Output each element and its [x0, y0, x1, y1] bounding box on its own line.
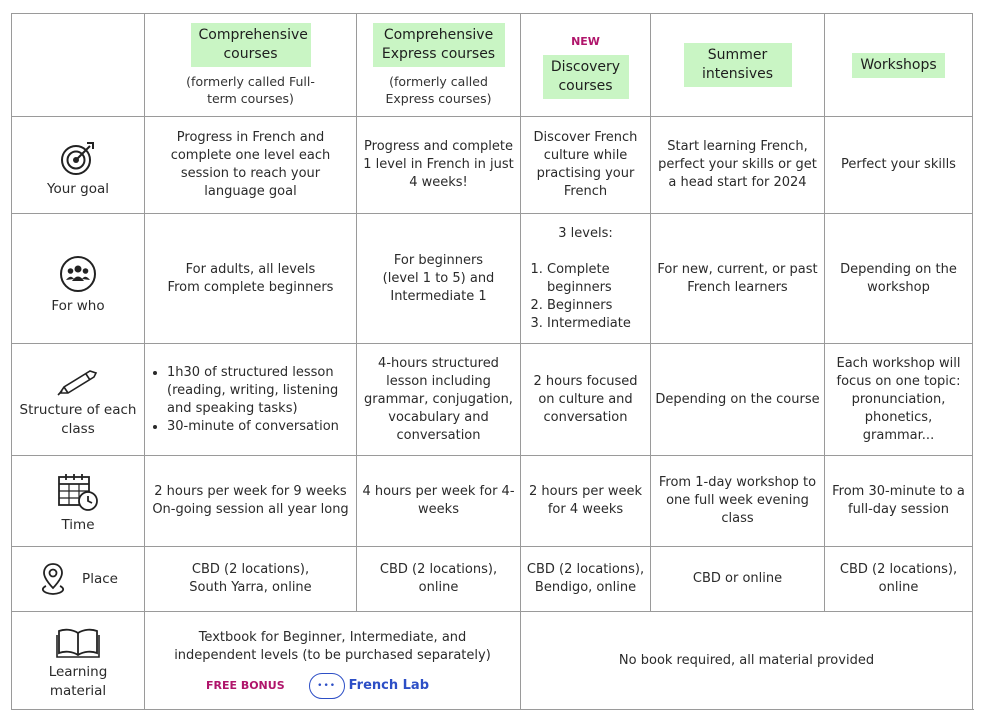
list-item: 2. Beginners: [547, 297, 646, 315]
row-time: [12, 456, 973, 547]
cell: Depending on the course: [651, 344, 825, 456]
cell: [357, 547, 521, 612]
col-header-summer: [651, 14, 825, 117]
cell: 2 hours per week for 4 weeks: [521, 456, 651, 547]
calendar-clock-icon: [57, 472, 99, 512]
row-label-structure: [12, 344, 145, 456]
cell-line: CBD (2 locations),: [839, 562, 958, 577]
cell: From 30-minute to a full-day session: [825, 456, 973, 547]
cell-line: South Yarra, online: [189, 580, 312, 595]
cell: [145, 344, 357, 456]
col-title: Summer intensives: [684, 43, 792, 87]
bonus-row: [119, 673, 516, 699]
row-label-text: Time: [61, 516, 95, 533]
row-label-text: Structure of each class: [19, 401, 137, 437]
col-title: Discovery courses: [543, 55, 629, 99]
row-place: [12, 547, 973, 612]
level-list: [525, 261, 646, 333]
cell-line: For adults, all levels: [185, 261, 316, 277]
pen-icon: [56, 367, 100, 397]
target-icon: [60, 140, 96, 176]
cell: Progress in French and complete one level each session to reach your language goal: [145, 117, 357, 214]
cell-line: CBD (2 locations),: [526, 562, 645, 577]
new-badge: NEW: [571, 34, 600, 48]
cell: [825, 547, 973, 612]
col-header-comprehensive: [145, 14, 357, 117]
corner-cell: [12, 14, 145, 117]
cell-material-right: No book required, all material provided: [521, 612, 973, 710]
col-header-workshops: [825, 14, 973, 117]
structure-list: [149, 364, 352, 436]
cell: CBD or online: [651, 547, 825, 612]
list-item: • 1h30 of structured lesson (reading, writing, listening and speaking tasks): [167, 364, 352, 418]
cell: Progress and complete 1 level in French in just 4 weeks!: [357, 117, 521, 214]
col-title: Workshops: [852, 53, 944, 78]
row-goal: [12, 117, 973, 214]
cell-line: (level 1 to 5) and: [382, 270, 495, 286]
cell: From 1-day workshop to one full week evening class: [651, 456, 825, 547]
cell: Start learning French, perfect your skills or get a head start for 2024: [651, 117, 825, 214]
cell-line: On-going session all year long: [152, 502, 349, 517]
row-material: [12, 612, 973, 710]
row-label-goal: [12, 117, 145, 214]
row-label-place: [12, 547, 145, 612]
comparison-table: [11, 13, 973, 710]
cell-line: For beginners: [393, 252, 484, 268]
list-item: 1. Complete beginners: [547, 261, 646, 297]
row-label-time: [12, 456, 145, 547]
cell-line: independent levels (to be purchased separately): [174, 647, 491, 663]
cell: 4 hours per week for 4-weeks: [357, 456, 521, 547]
chat-bubble-icon: [309, 673, 345, 699]
row-label-text: Place: [82, 570, 118, 587]
col-header-express: [357, 14, 521, 117]
col-header-discovery: [521, 14, 651, 117]
row-structure: [12, 344, 973, 456]
col-title: Comprehensive courses: [191, 23, 311, 67]
cell: [521, 214, 651, 344]
free-bonus-label: FREE BONUS: [205, 678, 285, 692]
cell-line: CBD (2 locations),: [379, 562, 498, 577]
chat-dots: •••: [317, 680, 337, 691]
location-pin-icon: [38, 561, 68, 597]
list-item: 3. Intermediate: [547, 315, 646, 333]
french-lab-text: French Lab: [348, 677, 430, 693]
cell: 4-hours structured lesson including grammar, conjugation, vocabulary and conversation: [357, 344, 521, 456]
cell-line: 2 hours per week for 9 weeks: [154, 484, 347, 499]
row-label-who: [12, 214, 145, 344]
row-label-text: Learning material: [48, 663, 108, 699]
row-who: [12, 214, 973, 344]
cell: [145, 547, 357, 612]
col-note: (formerly called Express courses): [385, 74, 492, 106]
cell-line: Bendigo, online: [534, 580, 637, 595]
cell: 2 hours focused on culture and conversation: [521, 344, 651, 456]
cell-line: 3 levels:: [558, 225, 613, 241]
place-label-wrap: [16, 561, 140, 597]
row-label-text: For who: [51, 298, 105, 314]
list-item: • 30-minute of conversation: [167, 418, 352, 436]
cell: Depending on the workshop: [825, 214, 973, 344]
cell-line: CBD (2 locations),: [191, 562, 310, 577]
cell-line: online: [418, 580, 459, 595]
cell: For new, current, or past French learners: [651, 214, 825, 344]
row-label-text: Your goal: [47, 180, 109, 197]
cell: [145, 456, 357, 547]
group-icon: [59, 255, 97, 293]
header-row: [12, 14, 973, 117]
cell: [357, 214, 521, 344]
cell-line: From complete beginners: [167, 279, 334, 295]
cell: [521, 547, 651, 612]
cell: Perfect your skills: [825, 117, 973, 214]
open-book-icon: [56, 627, 100, 659]
cell-line: online: [878, 580, 919, 595]
col-title: Comprehensive Express courses: [373, 23, 505, 67]
cell: [145, 214, 357, 344]
cell-line: Intermediate 1: [390, 288, 487, 304]
cell-line: Textbook for Beginner, Intermediate, and: [198, 629, 467, 645]
french-lab-logo: [309, 673, 429, 699]
cell: Each workshop will focus on one topic: pronunciation, phonetics, grammar...: [825, 344, 973, 456]
col-note: (formerly called Full-term courses): [186, 74, 315, 106]
cell-material-left: [145, 612, 521, 710]
cell: Discover French culture while practising your French: [521, 117, 651, 214]
